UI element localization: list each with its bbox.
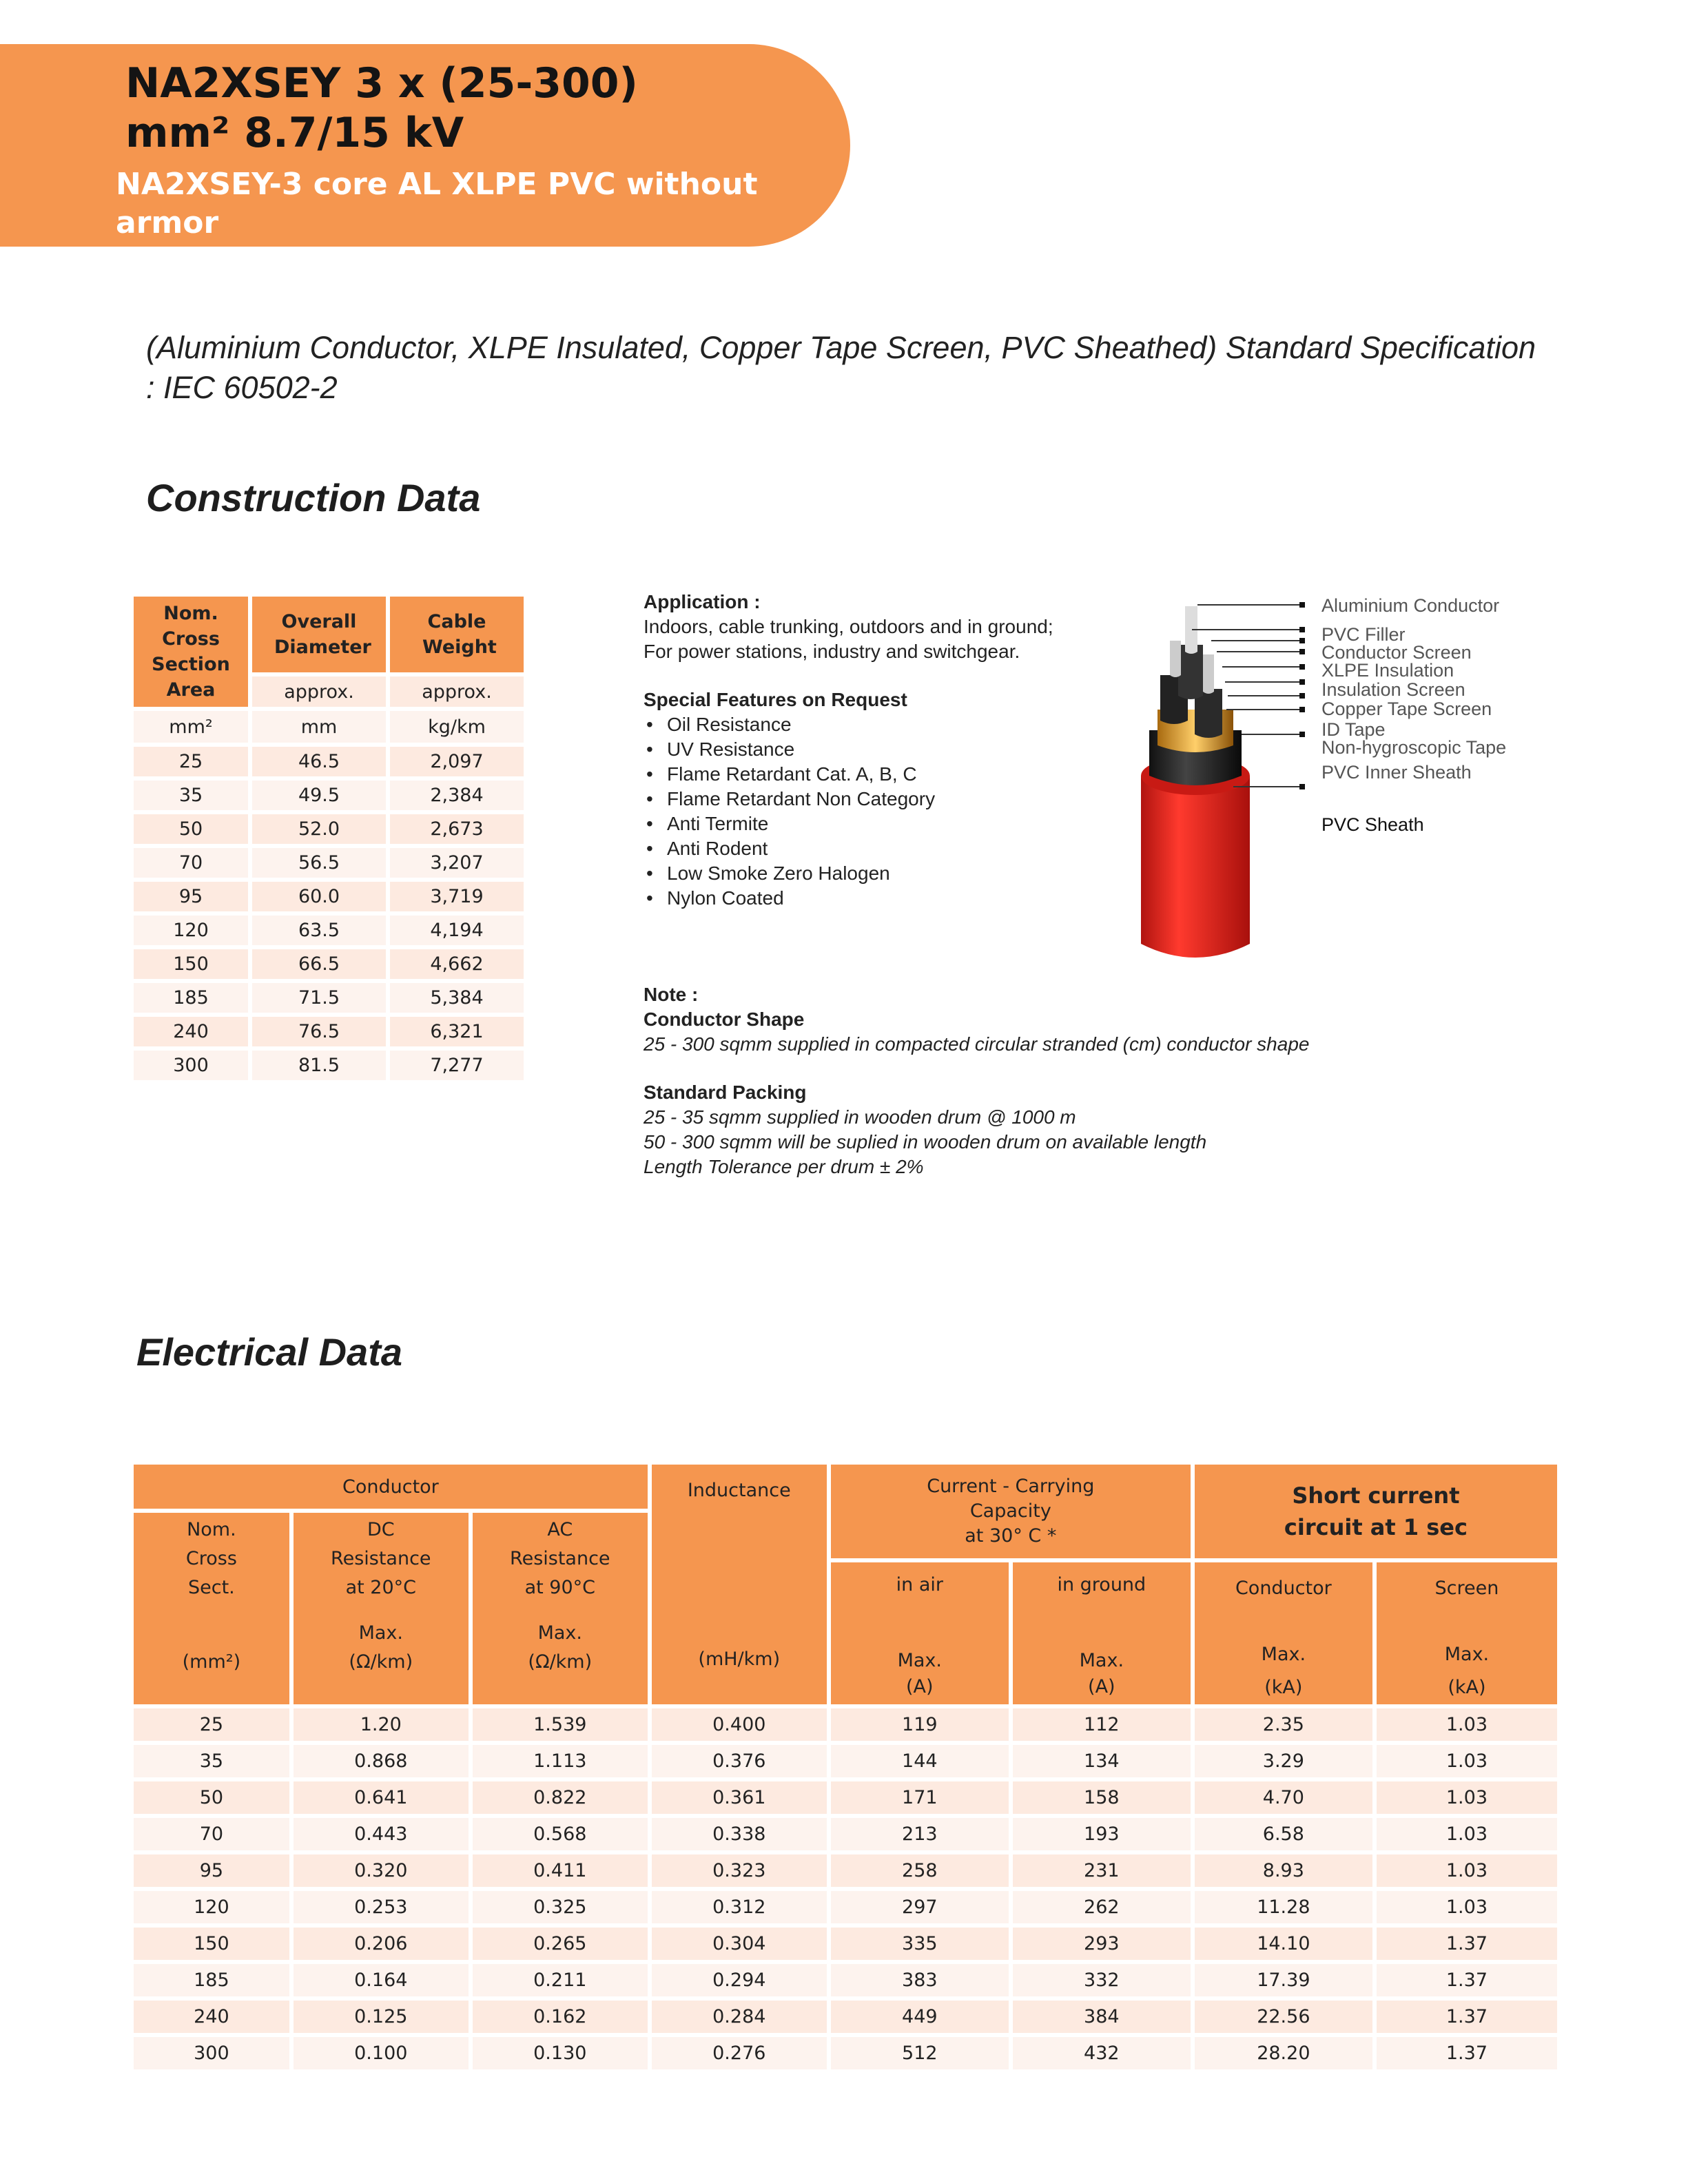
table-cell: 17.39 [1195, 1964, 1372, 1996]
header-sc-screen [1377, 1562, 1557, 1704]
table-row [134, 983, 524, 1013]
feature-item: • Flame Retardant Cat. A, B, C [667, 762, 1333, 787]
table-row [134, 2037, 1557, 2069]
table-cell: 0.125 [294, 2001, 469, 2033]
header-nom-cross-section [134, 597, 248, 707]
in-ground-unit: (A) [1088, 1676, 1115, 1697]
table-cell: 300 [134, 2037, 289, 2069]
layer-label: XLPE Insulation [1321, 660, 1454, 681]
header-sc-conductor [1195, 1562, 1372, 1704]
table-cell: 4,662 [390, 949, 524, 979]
table-row [134, 781, 524, 810]
electrical-table [130, 1460, 1561, 2074]
table-cell: 3.29 [1195, 1745, 1372, 1777]
table-cell: 134 [1013, 1745, 1191, 1777]
table-row [134, 949, 524, 979]
feature-item: • Nylon Coated [667, 886, 1333, 911]
table-cell: 335 [831, 1928, 1009, 1960]
table-cell: 7,277 [390, 1051, 524, 1080]
table-cell: 449 [831, 2001, 1009, 2033]
table-cell: 120 [134, 916, 248, 945]
table-cell: 0.304 [652, 1928, 827, 1960]
table-cell: 5,384 [390, 983, 524, 1013]
special-features-label: Special Features on Request [644, 689, 907, 710]
table-cell: 0.253 [294, 1891, 469, 1923]
table-cell: 22.56 [1195, 2001, 1372, 2033]
layer-label: ID Tape [1321, 719, 1386, 740]
table-cell: 432 [1013, 2037, 1191, 2069]
table-cell: 35 [134, 1745, 289, 1777]
header-inductance [652, 1465, 827, 1704]
table-row [134, 916, 524, 945]
sc-screen-unit: (kA) [1448, 1677, 1486, 1698]
table-cell: 4.70 [1195, 1781, 1372, 1814]
table-cell: 70 [134, 848, 248, 878]
table-cell: 144 [831, 1745, 1009, 1777]
table-cell: 1.03 [1377, 1818, 1557, 1850]
layer-label: PVC Filler [1321, 624, 1406, 645]
title-banner [0, 44, 850, 247]
construction-table [130, 592, 528, 1084]
packing-line: 50 - 300 sqmm will be suplied in wooden drum on available length [644, 1131, 1207, 1153]
table-cell: 112 [1013, 1708, 1191, 1741]
unit-diameter: mm [252, 711, 386, 743]
table-cell: 76.5 [252, 1017, 386, 1046]
header-in-air [831, 1562, 1009, 1704]
dc-unit: (Ω/km) [349, 1651, 413, 1673]
sc-screen-max: Max. [1444, 1644, 1490, 1665]
table-cell: 52.0 [252, 814, 386, 844]
dc-line1: DC [367, 1519, 395, 1540]
table-cell: 0.162 [473, 2001, 648, 2033]
header-conductor-group: Conductor [134, 1465, 648, 1509]
sc-conductor-max: Max. [1261, 1644, 1306, 1665]
layer-label: Aluminium Conductor [1321, 595, 1500, 616]
table-cell: 332 [1013, 1964, 1191, 1996]
table-cell: 1.03 [1377, 1854, 1557, 1887]
feature-item: • Anti Termite [667, 812, 1333, 836]
feature-item: • UV Resistance [667, 737, 1333, 762]
nom-line3: Sect. [188, 1577, 235, 1598]
feature-item: • Low Smoke Zero Halogen [667, 861, 1333, 886]
inductance-unit: (mH/km) [698, 1649, 781, 1670]
table-row [134, 1854, 1557, 1887]
table-cell: 119 [831, 1708, 1009, 1741]
table-cell: 193 [1013, 1818, 1191, 1850]
application-label: Application : [644, 591, 761, 612]
conductor-shape-label: Conductor Shape [644, 1009, 805, 1030]
in-ground-label: in ground [1057, 1574, 1146, 1595]
table-cell: 512 [831, 2037, 1009, 2069]
table-cell: 0.206 [294, 1928, 469, 1960]
table-cell: 2,673 [390, 814, 524, 844]
feature-item: • Anti Rodent [667, 836, 1333, 861]
layer-label: Non-hygroscopic Tape [1321, 737, 1507, 758]
table-cell: 8.93 [1195, 1854, 1372, 1887]
table-cell: 71.5 [252, 983, 386, 1013]
table-cell: 1.03 [1377, 1781, 1557, 1814]
table-cell: 0.338 [652, 1818, 827, 1850]
header-cable-weight-label: Cable Weight [422, 611, 497, 658]
unit-weight: kg/km [390, 711, 524, 743]
in-air-max: Max. [897, 1650, 942, 1671]
application-text-2: For power stations, industry and switchgear. [644, 641, 1020, 662]
table-cell: 6.58 [1195, 1818, 1372, 1850]
table-cell: 2.35 [1195, 1708, 1372, 1741]
table-cell: 46.5 [252, 747, 386, 776]
electrical-heading: Electrical Data [136, 1330, 402, 1374]
product-subtitle: NA2XSEY-3 core AL XLPE PVC without armor [116, 167, 758, 240]
table-cell: 50 [134, 1781, 289, 1814]
table-cell: 383 [831, 1964, 1009, 1996]
header-ac-resistance [473, 1513, 648, 1704]
header-dc-resistance [294, 1513, 469, 1704]
note-label: Note : [644, 984, 699, 1005]
table-cell: 6,321 [390, 1017, 524, 1046]
table-cell: 14.10 [1195, 1928, 1372, 1960]
table-cell: 49.5 [252, 781, 386, 810]
table-cell: 50 [134, 814, 248, 844]
table-cell: 231 [1013, 1854, 1191, 1887]
short-line1: Short current [1292, 1482, 1460, 1509]
table-cell: 0.164 [294, 1964, 469, 1996]
in-ground-max: Max. [1079, 1650, 1124, 1671]
layer-label: PVC Sheath [1321, 814, 1424, 835]
header-overall-diameter [252, 597, 386, 672]
product-title-line1: NA2XSEY 3 x (25-300) [125, 59, 638, 107]
standard-packing-label: Standard Packing [644, 1082, 807, 1103]
table-cell: 3,719 [390, 882, 524, 911]
ac-line3: at 90°C [524, 1577, 595, 1598]
table-cell: 0.568 [473, 1818, 648, 1850]
sc-conductor-unit: (kA) [1264, 1677, 1303, 1698]
table-cell: 25 [134, 1708, 289, 1741]
sc-screen-label: Screen [1434, 1578, 1499, 1599]
ac-max: Max. [537, 1622, 582, 1644]
table-cell: 0.320 [294, 1854, 469, 1887]
table-cell: 25 [134, 747, 248, 776]
table-cell: 3,207 [390, 848, 524, 878]
table-cell: 1.03 [1377, 1708, 1557, 1741]
packing-line: Length Tolerance per drum ± 2% [644, 1156, 924, 1177]
table-cell: 120 [134, 1891, 289, 1923]
table-cell: 95 [134, 882, 248, 911]
table-cell: 35 [134, 781, 248, 810]
table-cell: 158 [1013, 1781, 1191, 1814]
table-cell: 0.443 [294, 1818, 469, 1850]
table-cell: 0.284 [652, 2001, 827, 2033]
ac-line2: Resistance [510, 1548, 610, 1569]
dc-line2: Resistance [331, 1548, 431, 1569]
ac-line1: AC [547, 1519, 573, 1540]
nom-line2: Cross [185, 1548, 237, 1569]
table-row [134, 2001, 1557, 2033]
table-cell: 293 [1013, 1928, 1191, 1960]
table-cell: 0.361 [652, 1781, 827, 1814]
pvc-sheath-body [1141, 776, 1250, 958]
table-cell: 1.20 [294, 1708, 469, 1741]
short-line2: circuit at 1 sec [1284, 1514, 1468, 1540]
layer-label: PVC Inner Sheath [1321, 762, 1472, 783]
table-row [134, 1051, 524, 1080]
table-row [134, 1017, 524, 1046]
table-cell: 95 [134, 1854, 289, 1887]
product-title-line2: mm² 8.7/15 kV [125, 109, 464, 157]
table-row [134, 1781, 1557, 1814]
nom-unit: (mm²) [182, 1651, 241, 1673]
feature-item: • Flame Retardant Non Category [667, 787, 1333, 812]
header-nom-cross-sect [134, 1513, 289, 1704]
table-cell: 81.5 [252, 1051, 386, 1080]
header-in-ground [1013, 1562, 1191, 1704]
table-row [134, 1708, 1557, 1741]
ccc-line3: at 30° C * [965, 1525, 1057, 1547]
table-row [134, 1928, 1557, 1960]
table-cell: 240 [134, 1017, 248, 1046]
dc-max: Max. [358, 1622, 403, 1644]
approx-diameter: approx. [252, 676, 386, 707]
table-cell: 150 [134, 949, 248, 979]
application-text-1: Indoors, cable trunking, outdoors and in ground; [644, 616, 1053, 637]
table-cell: 213 [831, 1818, 1009, 1850]
table-cell: 0.323 [652, 1854, 827, 1887]
table-cell: 1.37 [1377, 2037, 1557, 2069]
table-cell: 1.37 [1377, 2001, 1557, 2033]
table-cell: 0.276 [652, 2037, 827, 2069]
table-cell: 0.211 [473, 1964, 648, 1996]
table-row [134, 1745, 1557, 1777]
table-cell: 2,384 [390, 781, 524, 810]
table-cell: 0.100 [294, 2037, 469, 2069]
in-air-label: in air [896, 1574, 943, 1595]
table-cell: 0.312 [652, 1891, 827, 1923]
header-current-carrying-capacity [831, 1465, 1191, 1558]
table-cell: 70 [134, 1818, 289, 1850]
table-cell: 66.5 [252, 949, 386, 979]
layer-label: Insulation Screen [1321, 679, 1465, 700]
conductor-shape-text: 25 - 300 sqmm supplied in compacted circular stranded (cm) conductor shape [644, 1033, 1310, 1055]
table-cell: 1.37 [1377, 1928, 1557, 1960]
table-cell: 0.411 [473, 1854, 648, 1887]
standard-specification: (Aluminium Conductor, XLPE Insulated, Copper Tape Screen, PVC Sheathed) Standard Specification : IEC 60502-2 [146, 330, 1536, 405]
table-cell: 0.265 [473, 1928, 648, 1960]
table-cell: 28.20 [1195, 2037, 1372, 2069]
table-cell: 262 [1013, 1891, 1191, 1923]
table-cell: 300 [134, 1051, 248, 1080]
sc-conductor-label: Conductor [1235, 1578, 1332, 1599]
layer-label: Copper Tape Screen [1321, 699, 1492, 719]
ccc-line2: Capacity [969, 1500, 1051, 1522]
table-cell: 0.294 [652, 1964, 827, 1996]
table-cell: 240 [134, 2001, 289, 2033]
table-row [134, 814, 524, 844]
table-cell: 0.376 [652, 1745, 827, 1777]
header-short-circuit [1195, 1465, 1557, 1558]
table-cell: 4,194 [390, 916, 524, 945]
table-cell: 0.130 [473, 2037, 648, 2069]
nom-line1: Nom. [187, 1519, 236, 1540]
table-cell: 384 [1013, 2001, 1191, 2033]
header-nom-cross-section-label: Nom. Cross Section Area [152, 603, 230, 701]
table-row [134, 1891, 1557, 1923]
header-cable-weight [390, 597, 524, 672]
table-cell: 0.641 [294, 1781, 469, 1814]
conductor-strand-right [1203, 654, 1214, 694]
table-cell: 1.539 [473, 1708, 648, 1741]
table-cell: 171 [831, 1781, 1009, 1814]
dc-line3: at 20°C [345, 1577, 416, 1598]
table-row [134, 1964, 1557, 1996]
table-cell: 11.28 [1195, 1891, 1372, 1923]
in-air-unit: (A) [906, 1676, 934, 1697]
table-cell: 258 [831, 1854, 1009, 1887]
table-row [134, 1818, 1557, 1850]
table-cell: 0.822 [473, 1781, 648, 1814]
table-cell: 185 [134, 983, 248, 1013]
table-cell: 0.325 [473, 1891, 648, 1923]
table-row [134, 747, 524, 776]
table-cell: 150 [134, 1928, 289, 1960]
table-cell: 1.03 [1377, 1745, 1557, 1777]
table-cell: 2,097 [390, 747, 524, 776]
packing-line: 25 - 35 sqmm supplied in wooden drum @ 1000 m [644, 1106, 1076, 1128]
table-row [134, 882, 524, 911]
table-row [134, 848, 524, 878]
feature-item: • Oil Resistance [667, 712, 1333, 737]
table-cell: 1.03 [1377, 1891, 1557, 1923]
layer-label: Conductor Screen [1321, 642, 1472, 663]
table-cell: 60.0 [252, 882, 386, 911]
approx-weight: approx. [390, 676, 524, 707]
table-cell: 297 [831, 1891, 1009, 1923]
conductor-strand-left [1170, 641, 1181, 677]
table-cell: 56.5 [252, 848, 386, 878]
inductance-label: Inductance [687, 1480, 791, 1501]
table-cell: 0.400 [652, 1708, 827, 1741]
unit-area: mm² [134, 711, 248, 743]
table-cell: 1.113 [473, 1745, 648, 1777]
ac-unit: (Ω/km) [528, 1651, 593, 1673]
table-cell: 185 [134, 1964, 289, 1996]
table-cell: 63.5 [252, 916, 386, 945]
table-cell: 0.868 [294, 1745, 469, 1777]
construction-heading: Construction Data [146, 476, 481, 519]
header-overall-diameter-label: Overall Diameter [274, 611, 371, 658]
table-cell: 1.37 [1377, 1964, 1557, 1996]
ccc-line1: Current - Carrying [927, 1476, 1095, 1497]
